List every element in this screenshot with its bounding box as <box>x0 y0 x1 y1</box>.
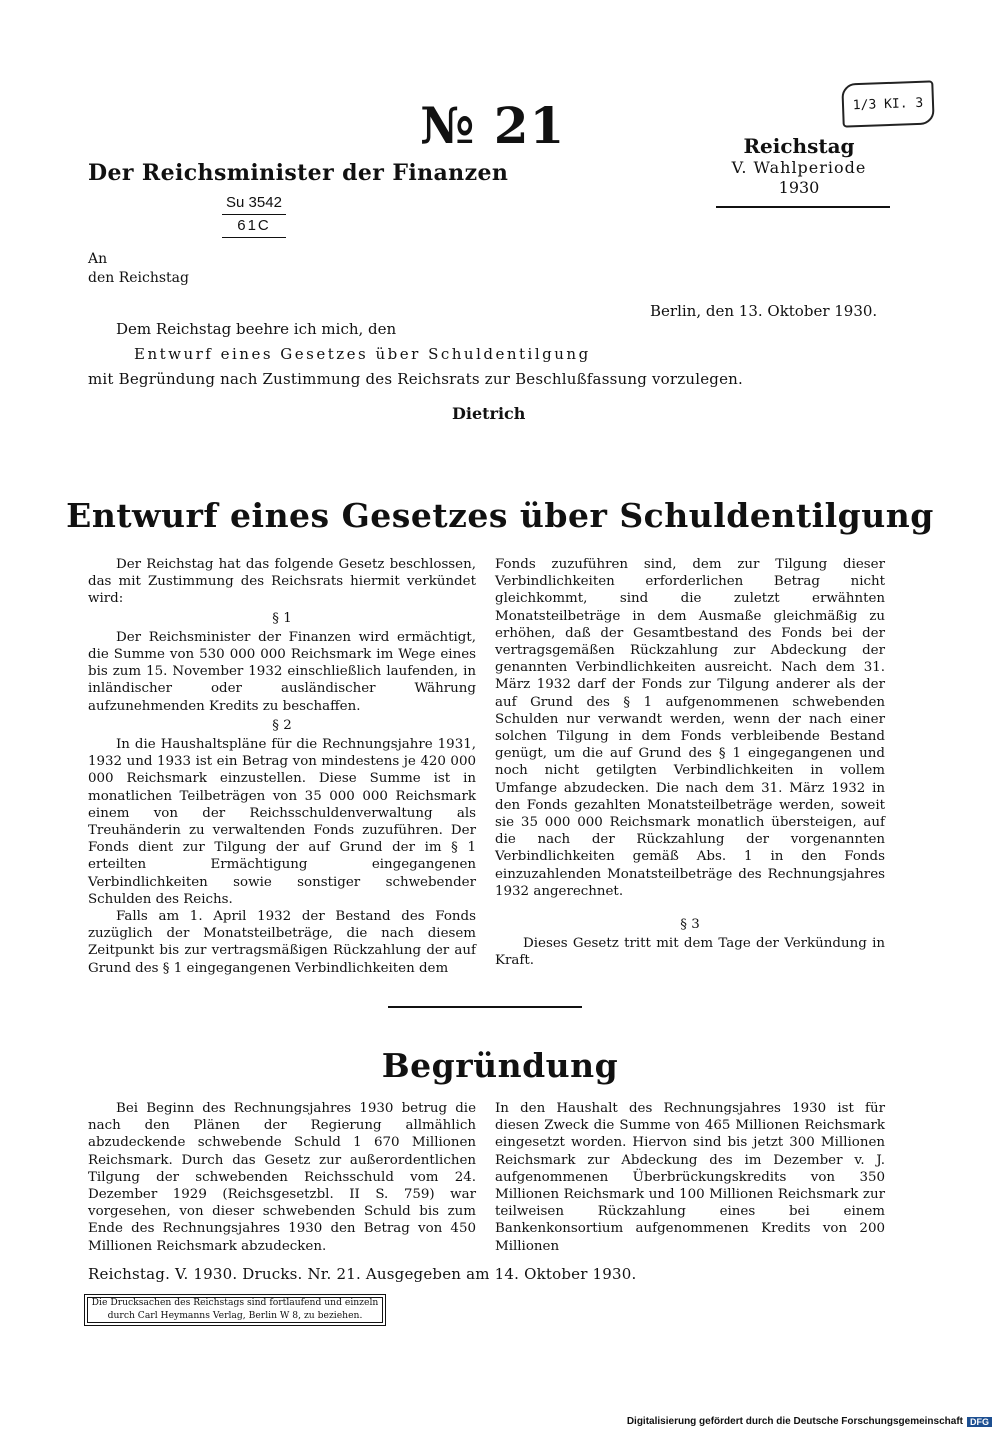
reason-column-left <box>88 1100 476 1255</box>
section-2-label: § 2 <box>272 717 292 733</box>
recipient-line-2: den Reichstag <box>88 270 189 286</box>
reichstag-block <box>708 134 890 198</box>
law-title: Entwurf eines Gesetzes über Schuldentilgung <box>66 496 934 535</box>
archive-stamp <box>841 80 934 127</box>
header-rule <box>716 206 890 208</box>
law-intro: Der Reichstag hat das folgende Gesetz beschlossen, das mit Zustimmung des Reichsrats hiermit verkündet wird: <box>88 557 476 607</box>
recipient <box>88 250 189 288</box>
section-3-label: § 3 <box>680 917 700 933</box>
recipient-line-1: An <box>88 251 108 267</box>
place-date: Berlin, den 13. Oktober 1930. <box>650 302 878 320</box>
footer-publication-line: Reichstag. V. 1930. Drucks. Nr. 21. Ausgegeben am 14. Oktober 1930. <box>88 1265 637 1283</box>
printer-notice-line-1: Die Drucksachen des Reichstags sind fortlaufend und einzeln <box>91 1297 379 1308</box>
printer-notice <box>84 1294 386 1326</box>
section-1-label: § 1 <box>272 610 292 626</box>
law-column-left <box>88 556 476 977</box>
letter-salutation: Dem Reichstag beehre ich mich, den <box>116 320 397 338</box>
sender-title: Der Reichsminister der Finanzen <box>88 160 509 186</box>
document-number: № 21 <box>420 96 566 155</box>
dfg-logo: DFG <box>967 1417 992 1427</box>
dfg-funding-note <box>627 1416 992 1427</box>
letter-submission: mit Begründung nach Zustimmung des Reichsrats zur Beschlußfassung vorzulegen. <box>88 370 744 388</box>
letter-bill-title: Entwurf eines Gesetzes über Schuldentilgung <box>134 345 591 363</box>
file-ref-line-1: Su 3542 <box>222 194 286 215</box>
section-2-text: In die Haushaltspläne für die Rechnungsjahre 1931, 1932 und 1933 ist ein Betrag von mindestens je 420 000 000 Reichsmark einzustellen. Diese Summe ist in monatlichen Teilbeträgen von 35 000 000 Reichsmark einem von der Reichsschuldenverwaltung als Treuhänderin zu verwaltenden Fonds zuzuführen. Der Fonds dient zur Tilgung der auf Grund der im § 1 erteilten Ermächtigung eingegangenen Verbindlichkeiten sowie sonstiger schwebender Schulden des Reichs. <box>88 737 476 907</box>
printer-notice-line-2: durch Carl Heymanns Verlag, Berlin W 8, zu beziehen. <box>107 1310 363 1321</box>
file-reference <box>222 194 286 238</box>
reichstag-label: Reichstag <box>743 134 855 158</box>
section-3-text: Dieses Gesetz tritt mit dem Tage der Verkündung in Kraft. <box>495 936 885 969</box>
reason-title: Begründung <box>381 1046 619 1085</box>
dfg-note-text: Digitalisierung gefördert durch die Deutsche Forschungsgemeinschaft <box>626 1416 963 1427</box>
period-year: 1930 <box>778 178 820 197</box>
file-ref-line-2: 61C <box>222 215 286 238</box>
law-column-right <box>495 556 885 970</box>
section-2-continuation: Fonds zuzuführen sind, dem zur Tilgung dieser Verbindlichkeiten erforderlichen Betrag nicht gleichkommt, sind die zuletzt erwähnten Monatsteilbeträge in dem Ausmaße gleichmäßig zu erhöhen, daß der Gesamtbestand des Fonds bei der vertragsgemäßen Rückzahlung zur Abdeckung der genannten Verbindlichkeiten ausreicht. Nach dem 31. März 1932 darf der Fonds zur Tilgung anderer als der auf Grund des § 1 aufgenommenen schwebenden Schulden nur verwandt werden, wenn der nach einer solchen Tilgung in dem Fonds verbleibende Bestand genügt, um die auf Grund des § 1 eingegangenen und noch nicht getilgten Verbindlichkeiten in vollem Umfange abzudecken. Die nach dem 31. März 1932 in den Fonds gezahlten Monatsteilbeträge werden, soweit sie 35 000 000 Reichsmark monatlich übersteigen, auf die nach der Rückzahlung der vorgenannten Verbindlichkeiten gemäß Abs. 1 in den Fonds einzuzahlenden Monatsteilbeträge des Rechnungsjahres 1932 angerechnet. <box>495 557 885 899</box>
section-divider <box>388 1006 582 1008</box>
reason-text-left: Bei Beginn des Rechnungsjahres 1930 betrug die nach den Plänen der Regierung allmählich abzudeckende schwebende Schuld 1 670 Millionen Reichsmark. Durch das Gesetz zur außerordentlichen Tilgung der schwebenden Reichsschuld vom 24. Dezember 1929 (Reichsgesetzbl. II S. 759) war vorgesehen, von dieser schwebenden Schuld bis zum Ende des Rechnungsjahres 1930 den Betrag von 450 Millionen Reichsmark abzudecken. <box>88 1101 476 1254</box>
section-2-text-continued: Falls am 1. April 1932 der Bestand des Fonds zuzüglich der Monatsteilbeträge, die nach diesem Zeitpunkt bis zur vertragsmäßigen Rückzahlung der auf Grund des § 1 eingegangenen Verbindlichkeiten dem <box>88 909 476 976</box>
stamp-text: 1/3 KI. 3 <box>852 95 924 113</box>
signature: Dietrich <box>452 404 526 423</box>
reason-text-right: In den Haushalt des Rechnungsjahres 1930 ist für diesen Zweck die Summe von 465 Millionen Reichsmark eingesetzt worden. Hiervon sind bis jetzt 300 Millionen Reichsmark zur Abdeckung des im Dezember v. J. aufgenommenen Überbrückungskredits von 350 Millionen Reichsmark und 100 Millionen Reichsmark zur teilweisen Rückzahlung eines bei einem Bankenkonsortium aufgenommenen Kredits von 200 Millionen <box>495 1101 885 1254</box>
reason-column-right <box>495 1100 885 1255</box>
wahlperiode-label: V. Wahlperiode <box>731 158 867 177</box>
section-1-text: Der Reichsminister der Finanzen wird ermächtigt, die Summe von 530 000 000 Reichsmark im Wege eines bis zum 15. November 1932 einschließlich laufenden, in inländischer oder ausländischer Währung aufzunehmenden Kredits zu beschaffen. <box>88 629 476 714</box>
